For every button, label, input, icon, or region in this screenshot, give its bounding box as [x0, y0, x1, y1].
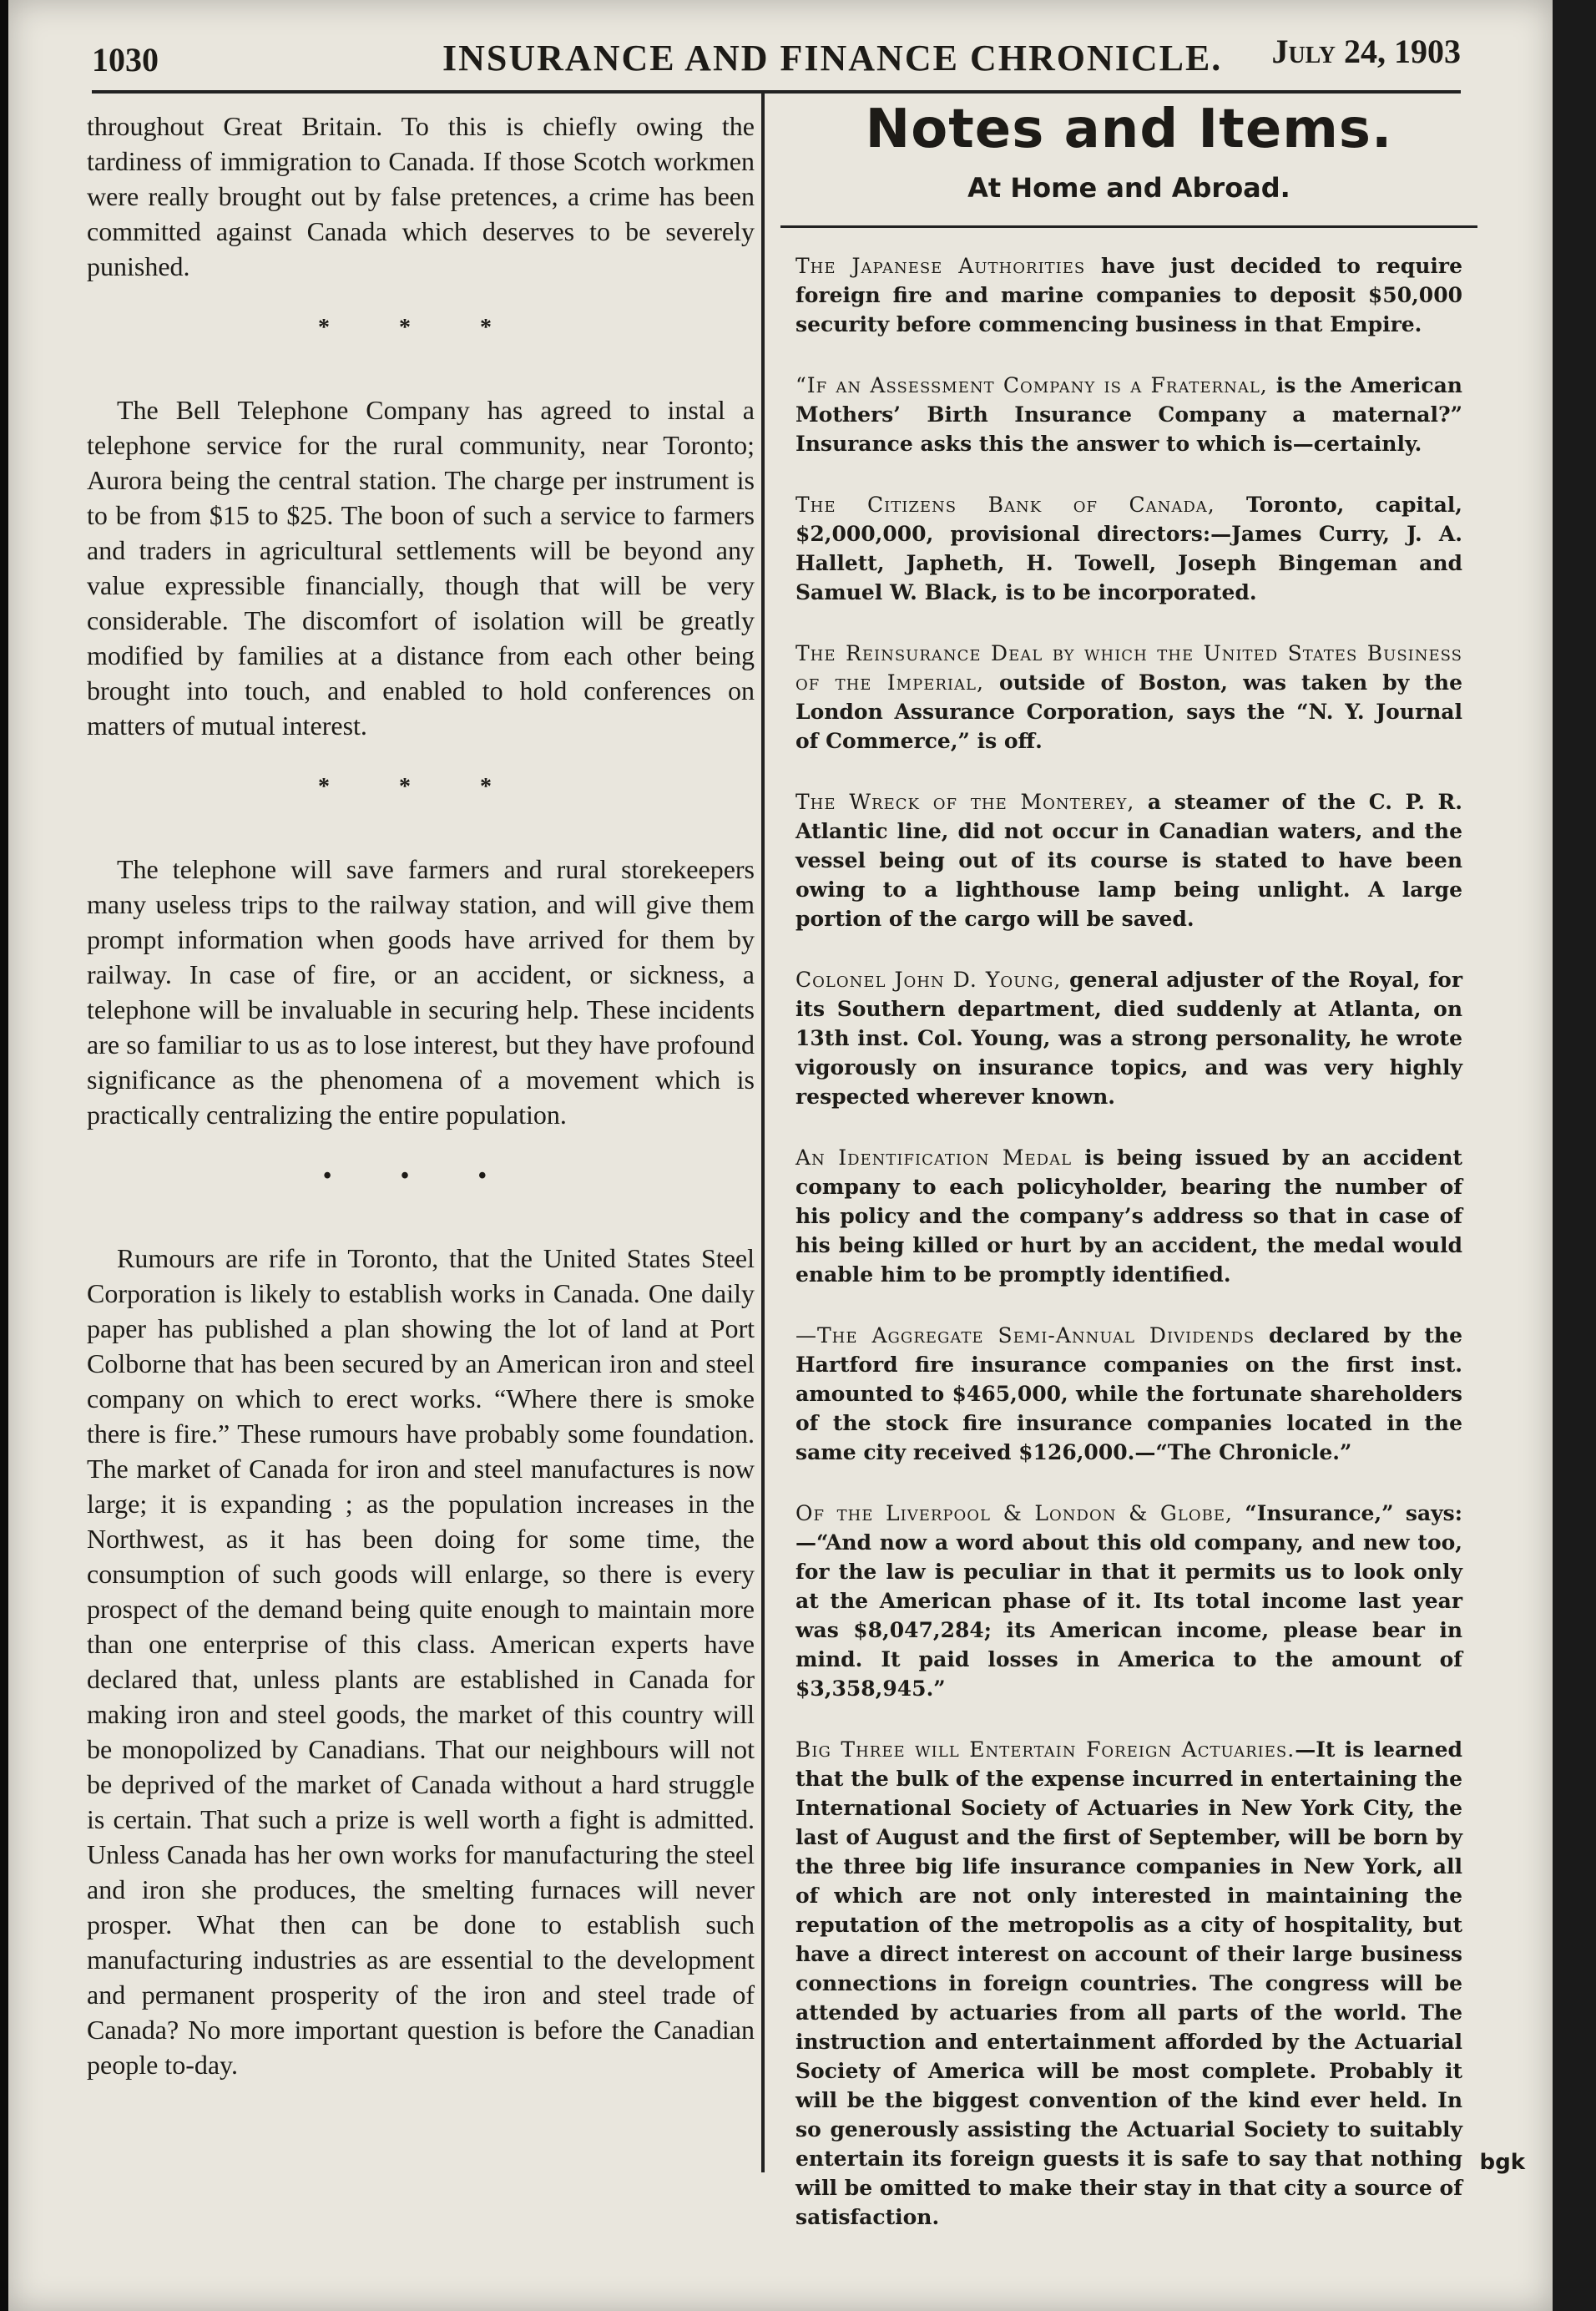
column-divider: [761, 94, 765, 2172]
news-item: [780, 371, 1477, 458]
section-separator: * * *: [318, 315, 523, 341]
news-item-lead: Colonel John D. Young,: [795, 968, 1062, 992]
section-subtitle: At Home and Abroad.: [967, 172, 1290, 204]
news-item: [780, 490, 1477, 607]
editorial-paragraph: The Bell Telephone Company has agreed to instal a telephone service for the rural community, near Toronto; Aurora being the central station. The charge per instrument is to be from $15 to $25. The boon of such a service to farmers and traders in agricultural settlements will be beyond any value expressible financially, though that will be very considerable. The discomfort of isolation will be greatly modified by families at a distance from each other being brought into touch, and enabled to hold conferences on matters of mutual interest.: [87, 395, 755, 741]
news-item-lead: Big Three will Entertain Foreign Actuaries.: [795, 1737, 1295, 1762]
news-item-body: outside of Boston, was taken by the London Assurance Corporation, says the “N. Y. Journal of Commerce,” is off.: [795, 670, 1462, 753]
publication-title: INSURANCE AND FINANCE CHRONICLE.: [442, 38, 1223, 78]
news-item-body: have just decided to require foreign fire and marine companies to deposit $50,000 security before commencing business in that Empire.: [795, 254, 1462, 336]
news-item-body: a steamer of the C. P. R. Atlantic line, did not occur in Canadian waters, and the vessel being out of its course is stated to have been owing to a lighthouse lamp being unlight. A large portion of the cargo will be saved.: [795, 790, 1462, 931]
signature-initials: bgk: [1479, 2150, 1525, 2175]
news-item: [780, 965, 1477, 1111]
news-item-body: declared by the Hartford fire insurance companies on the first inst. amounted to $465,000, while the fortunate shareholders of the stock fire insurance companies located in the same city received $126,000.—“The Chronicle.”: [795, 1323, 1463, 1464]
news-item-body: —It is learned that the bulk of the expense incurred in entertaining the International Society of Actuaries in New York City, the last of August and the first of September, will be born by the three big life insurance companies in New York, all of which are not only interested in maintaining the reputation of the metropolis as a city of hospitality, but have a direct interest on account of their large business connections in foreign countries. The congress will be attended by actuaries from all parts of the world. The instruction and entertainment afforded by the Actuarial Society of America will be most complete. Probably it will be the biggest convention of the kind ever held. In so generously assisting the Actuarial Society to suitably entertain its foreign guests it is safe to say that nothing will be omitted to make their stay in that city a source of satisfaction.: [795, 1737, 1462, 2229]
editorial-paragraph: Rumours are rife in Toronto, that the United States Steel Corporation is likely to establish works in Canada. One daily paper has published a plan showing the lot of land at Port Colborne that has been secured by an American iron and steel company on which to erect works. “Where there is smoke there is fire.” These rumours have probably some foundation. The market of Canada for iron and steel manufactures is now large; it is expanding ; as the population increases in the Northwest, as it has been doing for some time, the consumption of such goods will enlarge, so there is every prospect of the demand being quite enough to maintain more than one enterprise of this class. American experts have declared that, unless plants are established in Canada for making iron and steel goods, the market of this country will be monopolized by Canadians. That our neighbours will not be deprived of the market of Canada without a hard struggle is certain. That such a prize is well worth a fight is admitted. Unless Canada has her own works for manufacturing the steel and iron she produces, the smelting furnaces will never prosper. What then can be done to establish such manufacturing industries as are essential to the development and permanent prosperity of the iron and steel trade of Canada? No more important question is before the Canadian people to-day.: [87, 1243, 755, 2080]
news-item: [780, 639, 1477, 756]
news-item: [780, 1321, 1477, 1467]
news-item: [780, 1143, 1477, 1289]
news-item-body: is being issued by an accident company to each policyholder, bearing the number of his policy and the company’s address so that in case of his being killed or hurt by an accident, the medal would enable him to be promptly identified.: [795, 1145, 1462, 1287]
news-item: [780, 251, 1477, 339]
news-item-lead: The Citizens Bank of Canada,: [795, 493, 1215, 517]
section-separator: • • •: [323, 1163, 518, 1189]
news-item-lead: The Wreck of the Monterey,: [795, 790, 1135, 814]
news-item: [780, 1735, 1477, 2232]
news-item-lead: The Japanese Authorities: [795, 254, 1086, 278]
header-rule: [92, 90, 1461, 94]
page-number: 1030: [92, 41, 159, 78]
editorial-paragraph: throughout Great Britain. To this is chiefly owing the tardiness of immigration to Canada. If those Scotch workmen were really brought out by false pretences, a crime has been committed against Canada which deserves to be severely punished.: [87, 111, 755, 281]
news-item-body: is the American Mothers’ Birth Insurance Company a maternal?” Insurance asks this the answer to which is—certainly.: [795, 373, 1462, 456]
news-item-lead: The Reinsurance Deal by which the United States Business of the Imperial,: [795, 641, 1462, 695]
scan-edge: [1553, 0, 1596, 2311]
editorial-column: [87, 109, 755, 2082]
news-item: [780, 787, 1477, 933]
news-item-lead: “If an Assessment Company is a Fraternal,: [795, 373, 1268, 397]
issue-date: July 24, 1903: [1271, 33, 1461, 70]
news-item-lead: Of the Liverpool & London & Globe,: [795, 1501, 1233, 1525]
section-rule: [780, 225, 1477, 228]
news-item-body: Toronto, capital, $2,000,000, provisional directors:—James Curry, J. A. Hallett, Japheth, H. Towell, Joseph Bingeman and Samuel W. Black, is to be incorporated.: [795, 493, 1462, 604]
section-separator: * * *: [318, 774, 523, 800]
news-item: [780, 1499, 1477, 1703]
notes-column: [780, 99, 1477, 2263]
editorial-paragraph: The telephone will save farmers and rural storekeepers many useless trips to the railway station, and will give them prompt information when goods have arrived for them by railway. In case of fire, or an accident, or sickness, a telephone will be invaluable in securing help. These incidents are so familiar to us as to lose interest, but they have profound significance as the phenomena of a movement which is practically centralizing the entire population.: [87, 854, 755, 1130]
news-item-body: general adjuster of the Royal, for its Southern department, died suddenly at Atlanta, on 13th inst. Col. Young, was a strong personality, he wrote vigorously on insurance topics, and was very highly respected wherever known.: [795, 968, 1462, 1109]
news-item-lead: —The Aggregate Semi-Annual Dividends: [795, 1323, 1255, 1348]
section-title: Notes and Items.: [865, 99, 1393, 160]
news-item-body: “Insurance,” says:—“And now a word about this old company, and new too, for the law is peculiar in that it permits us to look only at the American phase of it. Its total income last year was $8,047,284; its American income, please bear in mind. It paid losses in America to the amount of $3,358,945.”: [795, 1501, 1462, 1701]
news-item-lead: An Identification Medal: [795, 1145, 1073, 1170]
page-header: [92, 32, 1461, 90]
